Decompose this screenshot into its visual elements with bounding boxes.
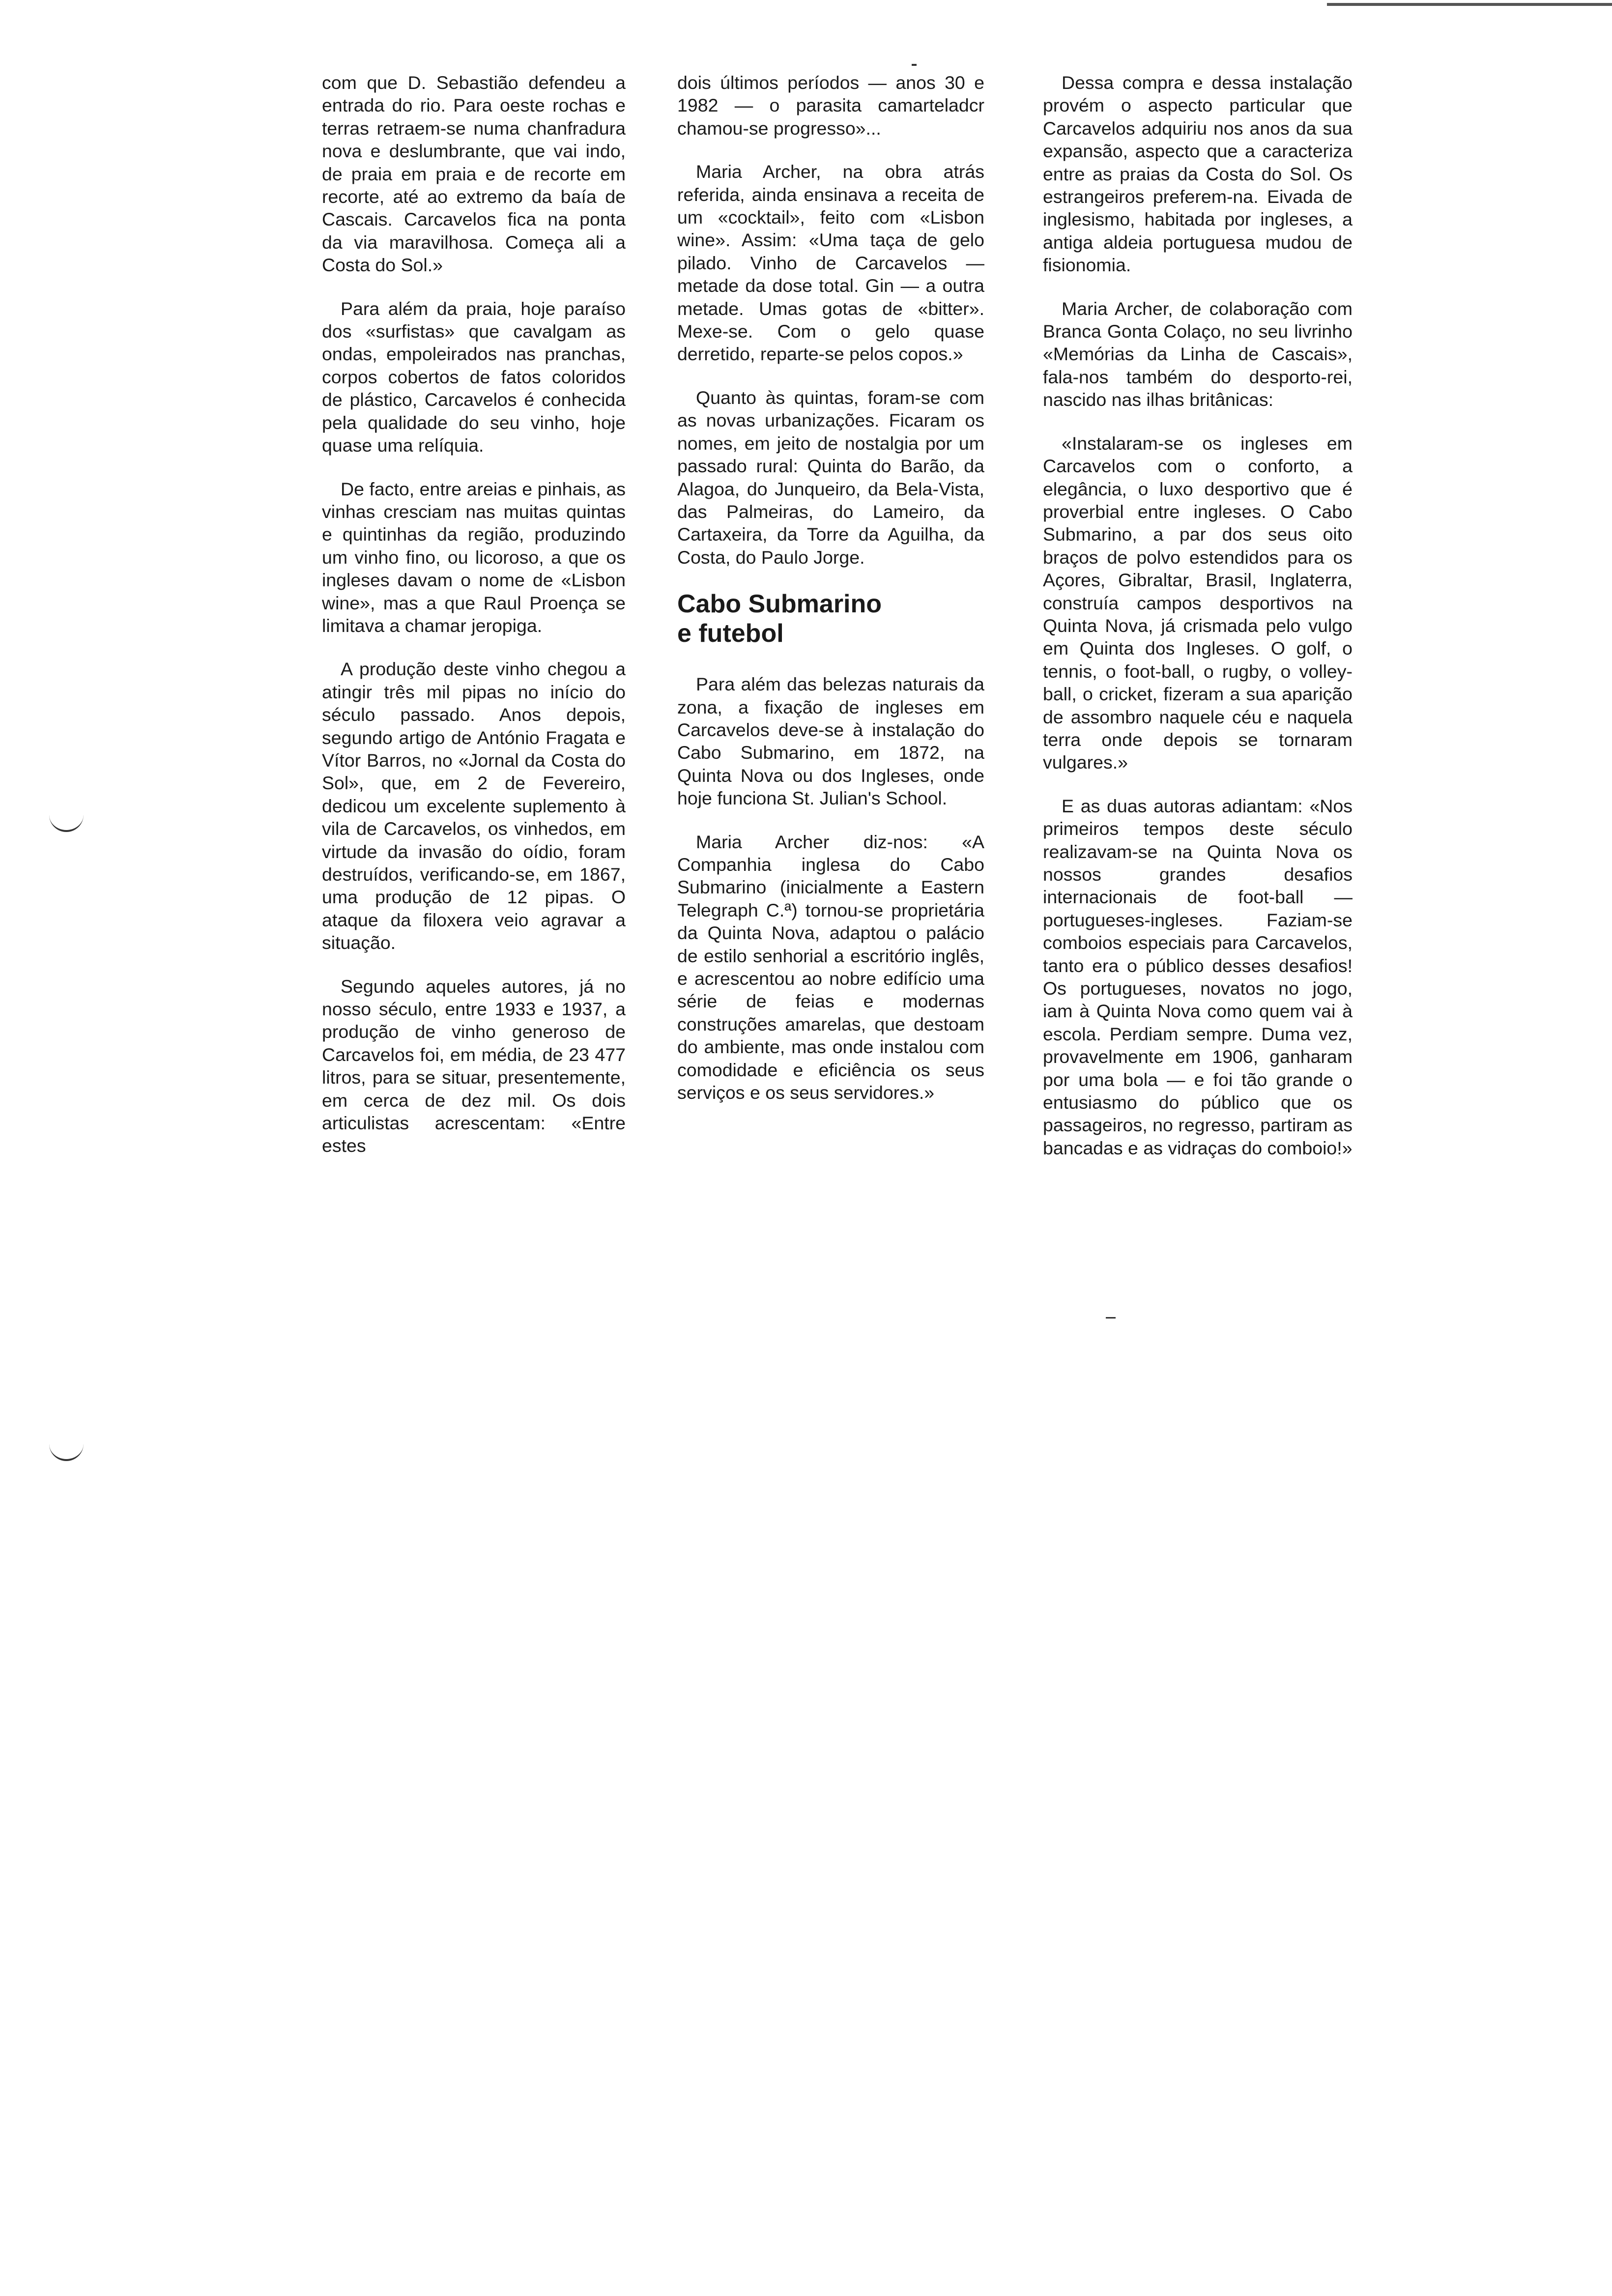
scan-mark-left-lower: [49, 1442, 84, 1461]
paragraph: Para além da praia, hoje paraíso dos «surfistas» que cavalgam as ondas, empoleirados nas pranchas, corpos cobertos de fatos coloridos de plástico, Carcavelos é conhecida pela qualidade do seu vinho, hoje quase uma relíquia.: [322, 298, 626, 456]
article-column-2: [677, 71, 984, 1124]
paragraph: A produção deste vinho chegou a atingir três mil pipas no início do século passado. Anos depois, segundo artigo de António Fragata e Vítor Barros, no «Jornal da Costa do Sol», que, em 2 de Fevereiro, dedicou um excelente suplemento à vila de Carcavelos, os vinhedos, em virtude da invasão do oídio, foram destruídos, verificando-se, em 1867, uma produção de 12 pipas. O ataque da filoxera veio agravar a situação.: [322, 659, 626, 953]
paragraph: dois últimos períodos — anos 30 e 1982 — o parasita camarteladcr chamou-se progresso»...: [677, 72, 984, 139]
paragraph: Quanto às quintas, foram-se com as novas urbanizações. Ficaram os nomes, em jeito de nostalgia por um passado rural: Quinta do Barão, da Alagoa, do Junqueiro, da Bela-Vista, das Palmeiras, do Lameiro, da Cartaxeira, da Torre da Aguilha, da Costa, do Paulo Jorge.: [677, 387, 984, 568]
top-border-rule: [1327, 3, 1612, 6]
article-column-3: [1043, 71, 1353, 1180]
paragraph: «Instalaram-se os ingleses em Carcavelos com o conforto, a elegância, o luxo desportivo que é proverbial entre ingleses. O Cabo Submarino, a par dos seus oito braços de polvo estendidos para os Açores, Gibraltar, Brasil, Inglaterra, construía campos desportivos na Quinta Nova, já crismada pelo vulgo em Quinta dos Ingleses. O golf, o tennis, o foot-ball, o rugby, o volley-ball, o cricket, fizeram a sua aparição de assombro naquele céu e naquela terra onde depois se tornaram vulgares.»: [1043, 432, 1353, 773]
article-column-1: [322, 71, 626, 1178]
paragraph: Maria Archer diz-nos: «A Companhia inglesa do Cabo Submarino (inicialmente a Eastern Telegraph C.ª) tornou-se proprietária da Quinta Nova, adaptou o palácio de estilo senhorial a escritório inglês, e acrescentou ao nobre edifício uma série de feias e modernas construções amarelas, que destoam do ambiente, mas onde instalou com comodidade e eficiência os seus serviços e os seus servidores.»: [677, 831, 984, 1103]
paragraph: De facto, entre areias e pinhais, as vinhas cresciam nas muitas quintas e quintinhas da região, produzindo um vinho fino, ou licoroso, a que os ingleses davam o nome de «Lisbon wine», mas a que Raul Proença se limitava a chamar jeropiga.: [322, 478, 626, 636]
scan-mark-left-upper: [49, 813, 84, 832]
scan-dot: [1106, 1317, 1116, 1319]
paragraph: Maria Archer, na obra atrás referida, ainda ensinava a receita de um «cocktail», feito com «Lisbon wine». Assim: «Uma taça de gelo pilado. Vinho de Carcavelos — metade da dose total. Gin — a outra metade. Umas gotas de «bitter». Mexe-se. Com o gelo quase derretido, reparte-se pelos copos.»: [677, 161, 984, 365]
paragraph: Segundo aqueles autores, já no nosso século, entre 1933 e 1937, a produção de vinho generoso de Carcavelos foi, em média, de 23 477 litros, para se situar, presentemente, em cerca de dez mil. Os dois articulistas acrescentam: «Entre estes: [322, 976, 626, 1156]
paragraph: E as duas autoras adiantam: «Nos primeiros tempos deste século realizavam-se na Quinta Nova os nossos grandes desafios internacionais de foot-ball — portugueses-ingleses. Faziam-se comboios especiais para Carcavelos, tanto era o público desses desafios! Os portugueses, novatos no jogo, iam à Quinta Nova como quem vai à escola. Perdiam sempre. Duma vez, provavelmente em 1906, ganharam por uma bola — e foi tão grande o entusiasmo do público que os passageiros, no regresso, partiram as bancadas e as vidraças do comboio!»: [1043, 795, 1353, 1158]
scan-dot: [912, 64, 917, 66]
paragraph: com que D. Sebastião defendeu a entrada do rio. Para oeste rochas e terras retraem-se numa chanfradura nova e deslumbrante, que vai indo, de praia em praia e de recorte em recorte, até ao extremo da baía de Cascais. Carcavelos fica na ponta da via maravilhosa. Começa ali a Costa do Sol.»: [322, 72, 626, 276]
section-heading: Cabo Submarino e futebol: [677, 590, 882, 648]
paragraph: Maria Archer, de colaboração com Branca Gonta Colaço, no seu livrinho «Memórias da Linha de Cascais», fala-nos também do desporto-rei, nascido nas ilhas britânicas:: [1043, 298, 1353, 410]
paragraph: Para além das belezas naturais da zona, a fixação de ingleses em Carcavelos deve-se à instalação do Cabo Submarino, em 1872, na Quinta Nova ou dos Ingleses, onde hoje funciona St. Julian's School.: [677, 674, 984, 809]
paragraph: Dessa compra e dessa instalação provém o aspecto particular que Carcavelos adquiriu nos anos da sua expansão, aspecto que a caracteriza entre as praias da Costa do Sol. Os estrangeiros preferem-na. Eivada de inglesismo, habitada por ingleses, a antiga aldeia portuguesa mudou de fisionomia.: [1043, 72, 1353, 276]
